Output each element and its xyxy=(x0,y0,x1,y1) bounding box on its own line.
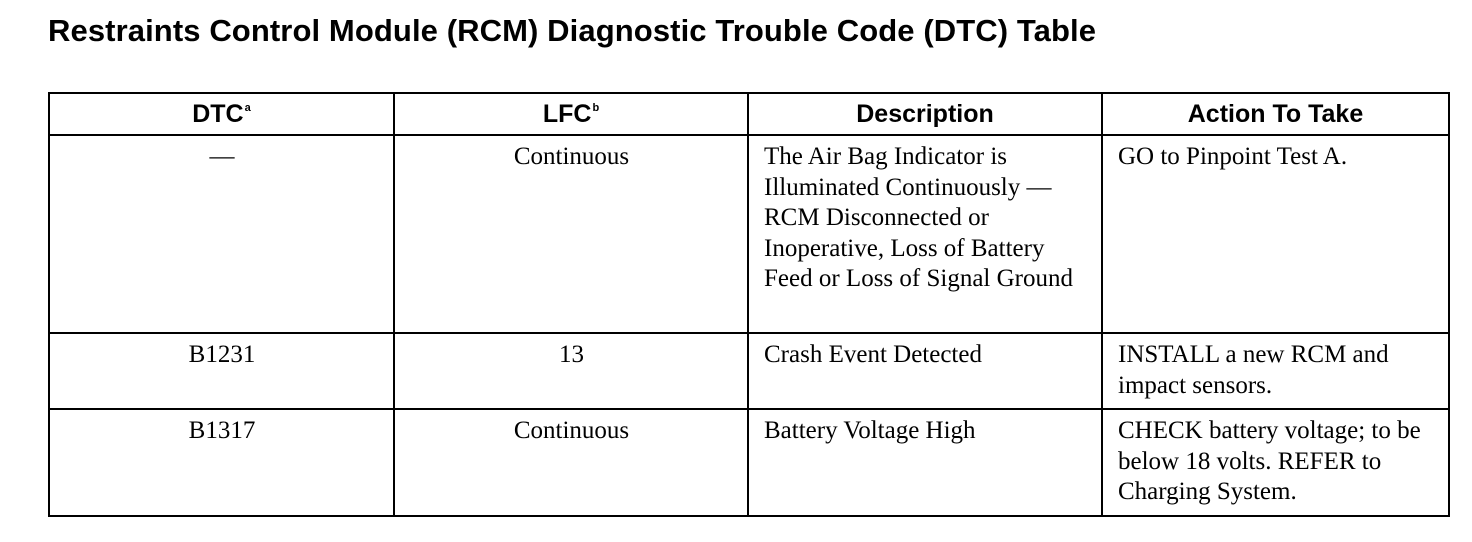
column-header-dtc xyxy=(49,93,394,135)
footnote-marker: a xyxy=(244,101,251,114)
dtc-table xyxy=(48,92,1450,517)
column-header-label: DTC xyxy=(192,99,244,128)
dtc-cell: — xyxy=(49,135,394,333)
table-row xyxy=(49,409,1449,516)
lfc-cell: 13 xyxy=(394,333,748,409)
dtc-cell: B1317 xyxy=(49,409,394,516)
dtc-cell: B1231 xyxy=(49,333,394,409)
column-header-label: Description xyxy=(856,99,994,128)
page-title: Restraints Control Module (RCM) Diagnostic Trouble Code (DTC) Table xyxy=(48,13,1097,48)
description-cell: Crash Event Detected xyxy=(748,333,1102,409)
column-header-label: Action To Take xyxy=(1187,99,1364,128)
column-header-label: LFC xyxy=(542,99,592,128)
footnote-marker: b xyxy=(592,101,600,114)
table-row xyxy=(49,333,1449,409)
column-header-action xyxy=(1102,93,1449,135)
table-row xyxy=(49,135,1449,333)
lfc-cell: Continuous xyxy=(394,409,748,516)
lfc-cell: Continuous xyxy=(394,135,748,333)
description-cell: Battery Voltage High xyxy=(748,409,1102,516)
action-cell: CHECK battery voltage; to be below 18 volts. REFER to Charging System. xyxy=(1102,409,1449,516)
description-cell: The Air Bag Indicator is Illuminated Continuously — RCM Disconnected or Inoperative, Loss of Battery Feed or Loss of Signal Ground xyxy=(748,135,1102,333)
action-cell: INSTALL a new RCM and impact sensors. xyxy=(1102,333,1449,409)
column-header-description xyxy=(748,93,1102,135)
table-header-row xyxy=(49,93,1449,135)
action-cell: GO to Pinpoint Test A. xyxy=(1102,135,1449,333)
column-header-lfc xyxy=(394,93,748,135)
